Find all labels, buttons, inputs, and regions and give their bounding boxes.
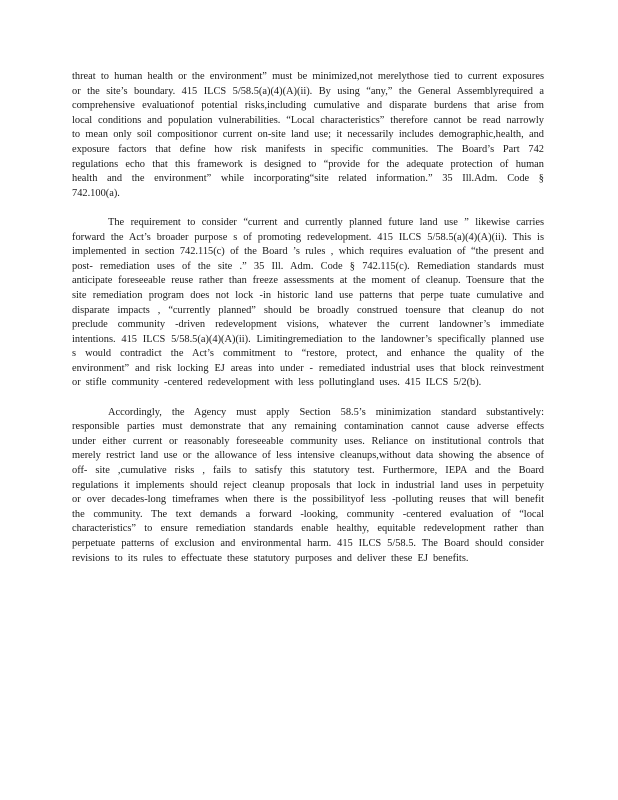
- document-page: [72, 70, 544, 581]
- paragraph-land-use: The requirement to consider “current and currently planned future land use ” likewise carries forward the Act’s broader purpose s of promoting redevelopment. 415 ILCS 5/58.5(a)(4)(A)(ii). This is implemented in section 742.115(c) of the Board ’s rules , which requires evaluation of “the present and post- remediation uses of the site .” 35 Ill. Adm. Code § 742.115(c). Remediation standards must anticipate foreseeable reuse rather than freeze assessments at the moment of cleanup. Toensure that the site remediation program does not lock -in historic land use patterns that perpe tuate cumulative and disparate impacts , “currently planned” should be broadly construed toensure that cleanup do not preclude community -driven redevelopment visions, whatever the current landowner’s immediate intentions. 415 ILCS 5/58.5(a)(4)(A)(ii). Limitingremediation to the landowner’s specifically planned use s would contradict the Act’s commitment to “restore, protect, and enhance the quality of the environment” and risk locking EJ areas into under - remediated industrial uses that block reinvestment or stifle community -centered redevelopment with less pollutingland uses. 415 ILCS 5/2(b).: [72, 216, 544, 389]
- paragraph-continuation: threat to human health or the environment” must be minimized,not merelythose tied to current exposures or the site’s boundary. 415 ILCS 5/58.5(a)(4)(A)(ii). By using “any,” the General Assemblyrequired a comprehensive evaluationof potential risks,including cumulative and disparate burdens that arise from local conditions and population vulnerabilities. “Local characteristics” therefore cannot be read narrowly to mean only soil compositionor current on-site land use; it necessarily includes demographic,health, and exposure factors that define how risk manifests in specific communities. The Board’s Part 742 regulations echo that this framework is designed to “provide for the adequate protection of human health and the environment” while incorporating“site related information.” 35 Ill.Adm. Code § 742.100(a).: [72, 71, 544, 199]
- paragraph-conclusion: Accordingly, the Agency must apply Section 58.5’s minimization standard substantively: responsible parties must demonstrate that any remaining contamination cannot cause adverse effects under either current or reasonably foreseeable community uses. Reliance on institutional controls that merely restrict land use or the allowance of less intensive cleanups,without data showing the absence of off- site ,cumulative risks , fails to satisfy this statutory test. Furthermore, IEPA and the Board regulations it implements should reject cleanup proposals that lock in industrial land uses in perpetuity or over decades-long timeframes when there is the possibilityof less -polluting reuses that will benefit the community. The text demands a forward -looking, community -centered evaluation of “local characteristics” to ensure remediation standards enable healthy, equitable redevelopment rather than perpetuate patterns of exclusion and environmental harm. 415 ILCS 5/58.5. The Board should consider revisions to its rules to effectuate these statutory purposes and deliver these EJ benefits.: [72, 406, 544, 564]
